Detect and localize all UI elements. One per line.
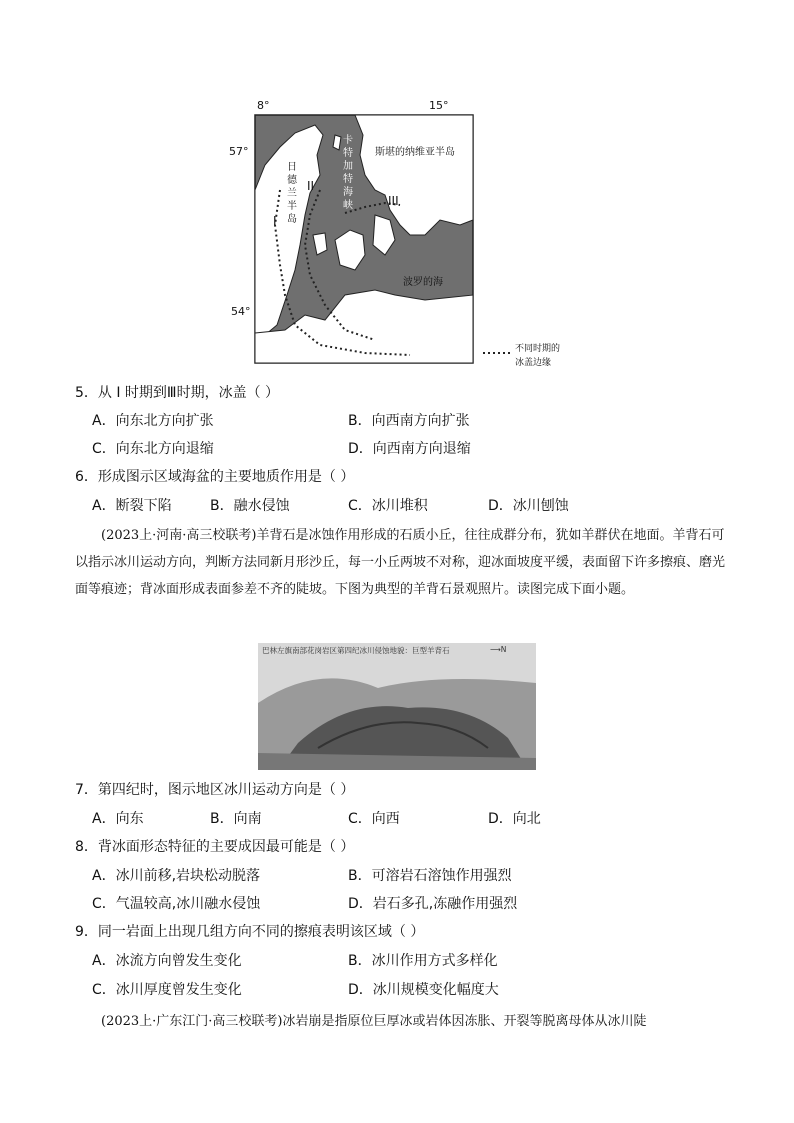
roman-3: III [388,194,399,208]
lon-right-label: 15° [429,99,449,112]
q7-option-a[interactable]: A．向东 [92,811,144,827]
question-7-stem: 7．第四纪时，图示地区冰川运动方向是（ ） [75,782,355,798]
glacier-map [225,95,585,375]
q7-option-d[interactable]: D．向北 [488,811,541,827]
legend-text-1: 不同时期的 [515,344,561,354]
roman-2: II [307,179,315,193]
q8-option-a[interactable]: A．冰川前移,岩块松动脱落 [92,868,261,884]
north-label: N [500,645,507,654]
q8-option-c[interactable]: C．气温较高,冰川融水侵蚀 [92,896,261,912]
sheepback-rock-photo [258,643,536,770]
passage-ice-rock-avalanche: (2023上·广东江门·高三校联考)冰岩崩是指原位巨厚冰或岩体因冻胀、开裂等脱离母体从冰川陡 [101,1014,647,1029]
legend-text-2: 冰盖边缘 [515,358,552,368]
arrow-right-icon: ⟶ [490,645,501,654]
q9-option-c[interactable]: C．冰川厚度曾发生变化 [92,982,242,998]
q9-option-b[interactable]: B．冰川作用方式多样化 [348,953,498,969]
q7-option-c[interactable]: C．向西 [348,811,400,827]
q9-option-d[interactable]: D．冰川规模变化幅度大 [348,982,499,998]
question-5-stem: 5．从 I 时期到Ⅲ时期，冰盖（ ） [75,385,280,401]
q5-option-c[interactable]: C．向东北方向退缩 [92,441,214,457]
q8-option-b[interactable]: B．可溶岩石溶蚀作用强烈 [348,868,512,884]
scandinavia-label: 斯堪的纳维亚半岛 [375,147,455,158]
photo-graphic [258,643,536,770]
glacier-map-figure [225,95,585,375]
passage-sheepback-rock: (2023上·河南·高三校联考)羊背石是冰蚀作用形成的石质小丘，往往成群分布，犹如羊群伏在地面。羊背石可以指示冰川运动方向，判断方法同新月形沙丘，每一小丘两坡不对称，迎冰面坡度平缓，表面留下许多擦痕、磨光面等痕迹；背冰面形成表面参差不齐的陡坡。下图为典型的羊背石景观照片。读图完成下面小题。 [75,528,726,597]
q5-option-a[interactable]: A．向东北方向扩张 [92,413,214,429]
baltic-label: 波罗的海 [403,277,443,288]
q6-option-a[interactable]: A．断裂下陷 [92,498,172,514]
lon-left-label: 8° [257,99,270,112]
q8-option-d[interactable]: D．岩石多孔,冻融作用强烈 [348,896,518,912]
small-island [333,135,341,150]
q7-option-b[interactable]: B．向南 [210,811,262,827]
photo-north-arrow [490,645,506,654]
photo-caption: 巴林左旗南部花岗岩区第四纪冰川侵蚀地貌：巨型羊背石 [262,646,450,655]
question-6-stem: 6．形成图示区域海盆的主要地质作用是（ ） [75,469,355,485]
lat-top-label: 57° [229,145,249,158]
question-9-stem: 9．同一岩面上出现几组方向不同的擦痕表明该区域（ ） [75,924,425,940]
q6-option-c[interactable]: C．冰川堆积 [348,498,428,514]
kattegat-label: 卡 特 加 特 海 峡 [343,135,353,211]
q9-option-a[interactable]: A．冰流方向曾发生变化 [92,953,242,969]
roman-1: I [273,214,277,228]
q5-option-d[interactable]: D．向西南方向退缩 [348,441,471,457]
jutland-label: 日 德 兰 半 岛 [287,162,297,225]
lat-bottom-label: 54° [231,305,251,318]
q6-option-d[interactable]: D．冰川刨蚀 [488,498,569,514]
q6-option-b[interactable]: B．融水侵蚀 [210,498,290,514]
q5-option-b[interactable]: B．向西南方向扩张 [348,413,470,429]
question-8-stem: 8．背冰面形态特征的主要成因最可能是（ ） [75,839,355,855]
